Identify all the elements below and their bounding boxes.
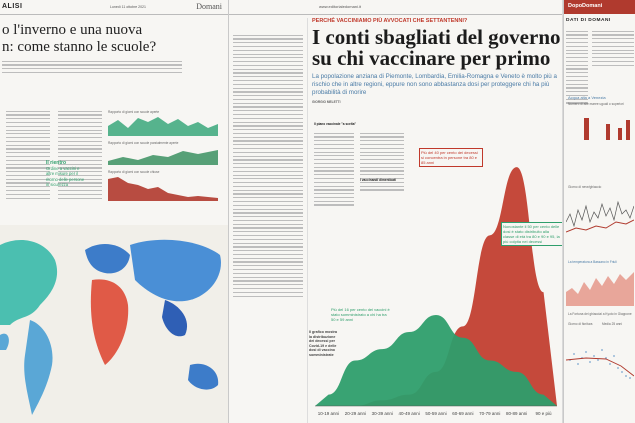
x-tick-label: 10-19 anni (317, 411, 340, 416)
article-kicker: PERCHÉ VACCINIAMO PIÙ AVVOCATI CHE SETTANTENNI? (312, 18, 468, 24)
temperature-area-chart (566, 268, 634, 306)
article-title: I conti sbagliati del governo su chi vaccinare per primo (312, 25, 561, 70)
right-chart-title-3: La temperatura a Bassano in Friuli (568, 260, 617, 264)
text-column-1 (6, 108, 50, 201)
body-column-left (233, 32, 303, 299)
lead-paragraph (2, 58, 182, 76)
annotation-top: Più del 40 per cento dei decessi si concentra in persone tra 80 e 85 anni (419, 148, 483, 167)
right-section: DATI DI DOMANI (566, 18, 611, 23)
right-chart-title-2: Numero di alte maree uguali o superiori (568, 102, 624, 106)
chart-legend-text: Il grafico mostra la distribuzione dei decessi per Covid-19 e delle dosi di vaccino somministrate (309, 330, 337, 357)
right-chart-title-1: Acqua alta a Venezia (568, 95, 606, 100)
paper-name: Domani (196, 2, 222, 11)
world-map (0, 225, 228, 423)
right-page-banner (564, 0, 635, 14)
x-tick-label: 40-49 anni (398, 411, 420, 416)
right-paper-name: DopoDomani (568, 3, 603, 9)
x-tick-label: 70-79 anni (479, 411, 501, 416)
right-chart-title-4: La Fortuna dei ghiacciai a Kyoto in Giappone (568, 312, 632, 316)
column-head-1: Il piano vaccinale "a scelta" (314, 122, 357, 126)
school-charts (108, 110, 218, 206)
chart-title-open: Rapporto di giorni con scuole aperte (108, 110, 160, 114)
venice-bar-chart (566, 110, 634, 140)
x-tick-label: 90 e più (535, 411, 552, 416)
chart-open-schools (108, 114, 218, 136)
article-subtitle: La popolazione anziana di Piemonte, Lombardia, Emilia-Romagna e Veneto è molto più a rischio che in altre regioni, eppure non sono abbastanza dosi per proteggere chi ha più probabilità di morire (312, 73, 557, 96)
middle-newspaper-page (229, 0, 562, 423)
chart-title-closed: Rapporto di giorni con scuole chiuse (108, 170, 160, 175)
section-label: ALISI (2, 3, 23, 10)
left-page-header (0, 0, 228, 15)
byline: GIORGIO MELETTI (312, 100, 341, 104)
chart-title-partial: Rapporto di giorni con scuole parzialmente aperte (108, 141, 179, 146)
temperature-line-chart (566, 192, 634, 252)
right-text-col-2 (592, 28, 634, 68)
annotation-right: Nonostante il 50 per cento delle dosi è stato distribuito alla classe di età tra 80 e 90 e 95, la più colpita nei decessi (501, 222, 562, 246)
callout-title: Il rientro (46, 160, 67, 166)
kyoto-scatter-chart (566, 330, 634, 390)
x-tick-label: 50-59 anni (425, 411, 447, 416)
right-legend-2: Giorno di fioritura (568, 322, 593, 326)
right-legend-3: Media 25 anni (602, 322, 623, 326)
site-url: www.editorialedomani.it (319, 4, 362, 9)
callout-box (46, 160, 86, 188)
x-tick-label: 80-89 anni (506, 411, 528, 416)
middle-page-header (229, 0, 562, 15)
annotation-left: Più del 16 per cento dei vaccini è stato somministrato a chi ha tra 50 e 59 anni (331, 307, 390, 322)
date-header: Lunedì 11 ottobre 2021 (110, 5, 146, 9)
x-tick-label: 20-29 anni (344, 411, 366, 416)
page-headline: o l'inverno e una nuova n: come stanno le scuole? (2, 22, 157, 55)
right-legend-1: Giorno di neve/ghiaccio (568, 185, 602, 189)
chart-closed-schools (108, 175, 218, 201)
x-tick-label: 30-39 anni (371, 411, 393, 416)
callout-text: Ordine a vaccini e altre misure per il ritorno delle persone in sicurezza (46, 166, 85, 188)
column-head-2: I vaccinandi dimenticati (360, 178, 396, 182)
x-tick-label: 60-69 anni (452, 411, 474, 416)
right-newspaper-page (563, 0, 635, 423)
left-newspaper-page (0, 0, 229, 423)
chart-partial-schools (108, 145, 218, 165)
